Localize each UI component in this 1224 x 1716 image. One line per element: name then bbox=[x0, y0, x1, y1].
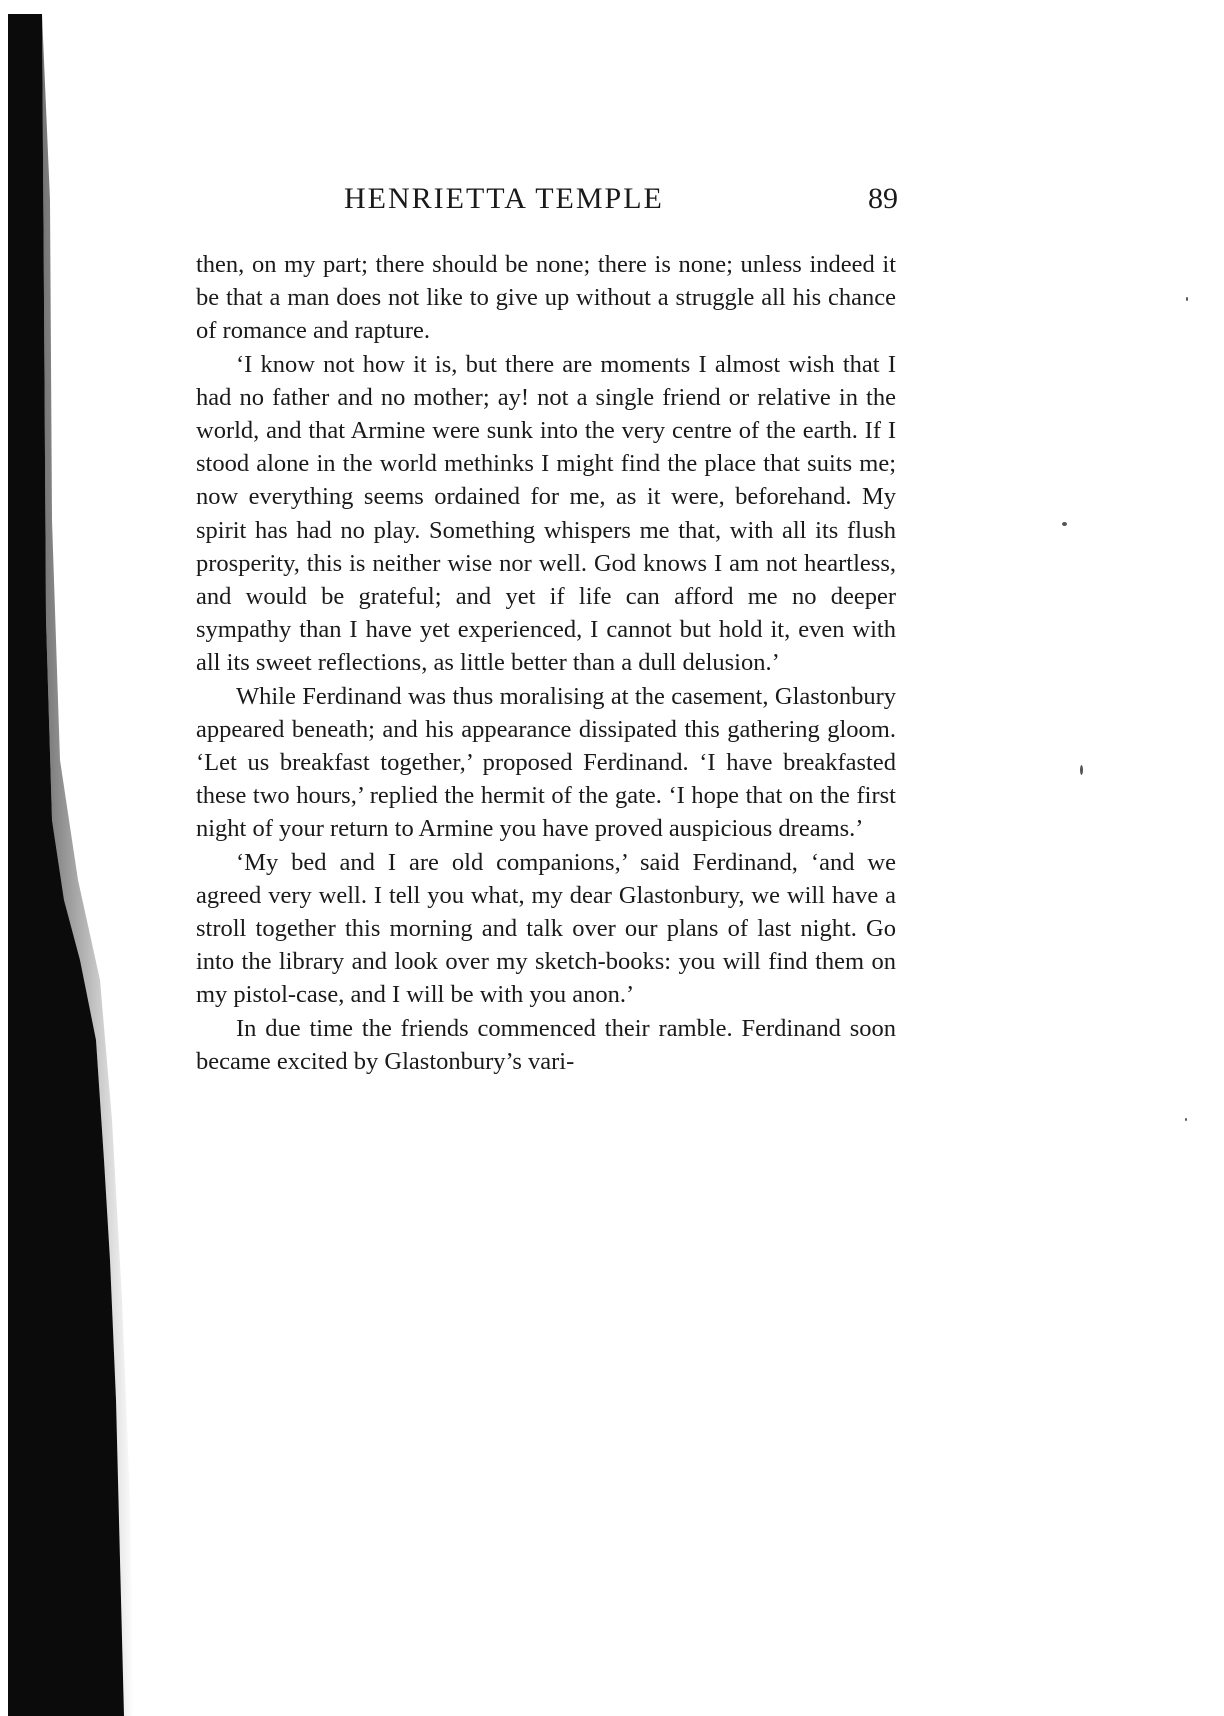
paragraph: ‘My bed and I are old companions,’ said Ferdinand, ‘and we agreed very well. I tell you what, my dear Glastonbury, we will have a stroll together this morning and talk over our plans of last night. Go into the library and look over my sketch-books: you will find them on my pistol-case, and I will be with you anon.’ bbox=[196, 848, 896, 1009]
scan-speck bbox=[1080, 765, 1083, 775]
page-number: 89 bbox=[868, 182, 898, 215]
scan-speck bbox=[1062, 522, 1067, 526]
paragraph: While Ferdinand was thus moralising at the casement, Glastonbury appeared beneath; and his appearance dissipated this gathering gloom. ‘Let us breakfast together,’ proposed Ferdinand. ‘I have breakfasted these two hours,’ replied the hermit of the gate. ‘I hope that on the first night of your return to Armine you have proved auspicious dreams.’ bbox=[196, 682, 896, 843]
running-header bbox=[198, 182, 898, 232]
scan-speck bbox=[1185, 1118, 1187, 1121]
paragraph: In due time the friends commenced their ramble. Ferdinand soon became excited by Glastonbury’s vari- bbox=[196, 1014, 896, 1075]
scan-speck bbox=[1186, 297, 1188, 301]
page-binding-shadow bbox=[0, 0, 150, 1716]
body-text bbox=[196, 248, 896, 1078]
paragraph: ‘I know not how it is, but there are moments I almost wish that I had no father and no mother; ay! not a single friend or relative in the world, and that Armine were sunk into the very centre of the earth. If I stood alone in the world methinks I might find the place that suits me; now everything seems ordained for me, as it were, beforehand. My spirit has had no play. Something whispers me that, with all its flush prosperity, this is neither wise nor well. God knows I am not heartless, and would be grateful; and yet if life can afford me no deeper sympathy than I have yet experienced, I cannot but hold it, even with all its sweet reflections, as little better than a dull delusion.’ bbox=[196, 350, 896, 677]
paragraph: then, on my part; there should be none; there is none; unless indeed it be that a man does not like to give up without a struggle all his chance of romance and rapture. bbox=[196, 251, 896, 345]
running-title: HENRIETTA TEMPLE bbox=[344, 182, 664, 215]
